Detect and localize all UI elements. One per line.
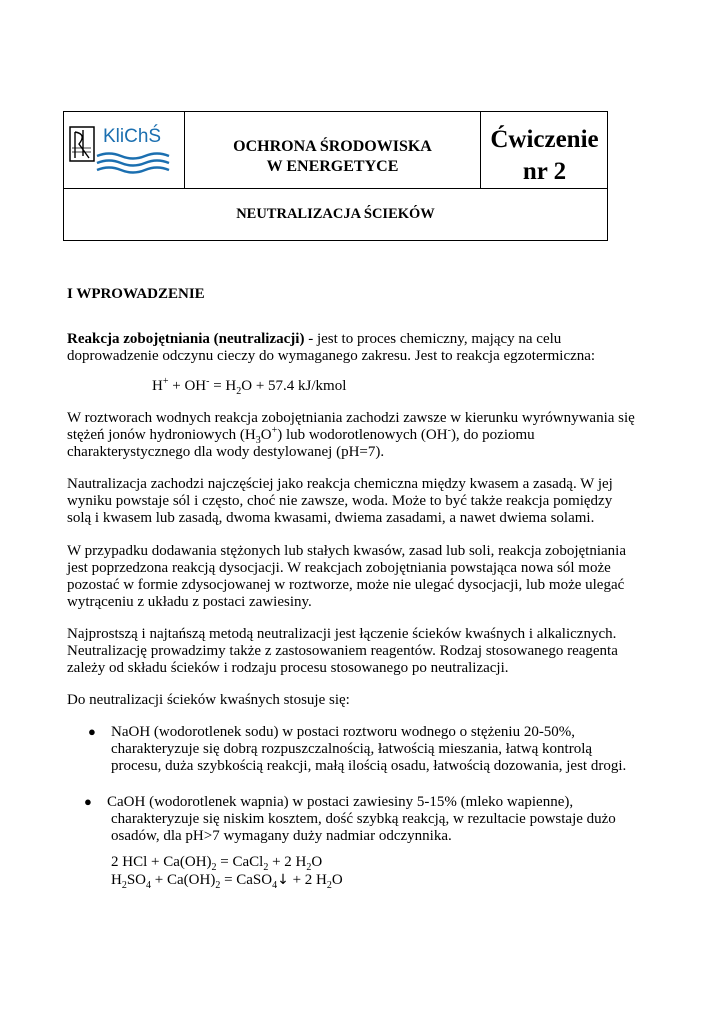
precipitate-arrow-icon: ↓ xyxy=(277,872,289,888)
paragraph-5-line-3: zależy od składu ścieków i rodzaju procesu stosowanego po neutralizacji. xyxy=(67,660,509,676)
equation-1: $H^+ + OH^- = H_2O + 57.4$ kJ/kmol xyxy=(152,376,347,397)
exercise-number: nr 2 xyxy=(522,158,567,185)
definition-term: Reakcja zobojętniania (neutralizacji) xyxy=(67,331,305,347)
header-top-row xyxy=(64,112,607,189)
bullet-2-line-3: osadów, dla pH>7 wymagany duży nadmiar odczynnika. xyxy=(111,828,452,844)
equation-3: $H_2SO_4 + Ca(OH)_2$ = CaSO$_4$↓ + 2 $H_2O$ xyxy=(111,872,343,891)
definition-rest: - jest to proces chemiczny, mający na celu xyxy=(304,331,562,347)
paragraph-6: Do neutralizacji ścieków kwaśnych stosuje się: xyxy=(67,692,350,708)
paragraph-4-line-3: pozostać w formie zdysocjowanej w roztworze, może nie ulegać dysocjacji, lub może ulegać xyxy=(67,577,625,593)
klichs-logo xyxy=(69,126,179,176)
paragraph-2-line-1: W roztworach wodnych reakcja zobojętniania zachodzi zawsze w kierunku wyrównywania się xyxy=(67,410,635,426)
paragraph-1-line-2: doprowadzenie odczynu cieczy do wymaganego zakresu. Jest to reakcja egzotermiczna: xyxy=(67,348,596,364)
paragraph-4-line-2: jest poprzedzona reakcją dysocjacji. W reakcjach zobojętniania powstająca nowa sól może xyxy=(67,560,611,576)
bullet-2-line-1: CaOH (wodorotlenek wapnia) w postaci zawiesiny 5-15% (mleko wapienne), xyxy=(107,794,574,810)
paragraph-4-line-1: W przypadku dodawania stężonych lub stałych kwasów, zasad lub soli, reakcja zobojętniania xyxy=(67,543,626,559)
exercise-label: Ćwiczenie xyxy=(490,126,599,153)
course-title-line1: OCHRONA ŚRODOWISKA xyxy=(233,138,432,155)
title-cell xyxy=(185,112,481,188)
course-title-line2: W ENERGETYCE xyxy=(266,158,399,175)
bullet-1-line-2: charakteryzuje się dobrą rozpuszczalnością, łatwością mieszania, łatwą kontrolą xyxy=(111,741,593,757)
paragraph-3-line-1: Nautralizacja zachodzi najczęściej jako reakcja chemiczna między kwasem a zasadą. W jej xyxy=(67,476,613,492)
bullet-icon: ● xyxy=(84,794,92,809)
paragraph-2-line-3: charakterystycznego dla wody destylowanej (pH=7). xyxy=(67,444,385,460)
section-heading: I WPROWADZENIE xyxy=(67,286,205,302)
logo-cell xyxy=(64,112,185,188)
bullet-1-line-1: NaOH (wodorotlenek sodu) w postaci roztworu wodnego o stężeniu 20-50%, xyxy=(111,724,576,740)
equation-2: 2 HCl + $Ca(OH)_2$ = CaCl$_2$ + 2 $H_2O$ xyxy=(111,854,323,873)
paragraph-2-line-2: stężeń jonów hydroniowych $(H_3O^+)$ lub wodorotlenowych (OH-), do poziomu xyxy=(67,425,535,446)
exercise-subtitle: NEUTRALIZACJA ŚCIEKÓW xyxy=(236,206,435,222)
logo-text: KliChŚ xyxy=(103,126,162,147)
paragraph-5-line-2: Neutralizację prowadzimy także z zastosowaniem reagentów. Rodzaj stosowanego reagenta xyxy=(67,643,618,659)
paragraph-5-line-1: Najprostszą i najtańszą metodą neutralizacji jest łączenie ścieków kwaśnych i alkalicznych. xyxy=(67,626,617,642)
paragraph-3-line-3: solą i kwasem lub zasadą, dwoma kwasami, dwiema zasadami, a nawet dwiema solami. xyxy=(67,510,595,526)
exercise-cell xyxy=(481,112,608,188)
bullet-icon: ● xyxy=(88,724,96,739)
paragraph-1-line-1 xyxy=(67,331,667,348)
paragraph-3-line-2: wyniku powstaje sól i często, choć nie zawsze, woda. Może to być także reakcja pomiędzy xyxy=(67,493,613,509)
paragraph-4-line-4: wytrąceniu z układu z postaci zawiesiny. xyxy=(67,594,312,610)
bullet-1-line-3: procesu, duża szybkością reakcji, małą ilością osadu, łatwością dozowania, jest drogi. xyxy=(111,758,627,774)
bullet-2-line-2: charakteryzuje się niskim kosztem, dość szybką reakcją, w rezultacie powstaje dużo xyxy=(111,811,616,827)
header-table xyxy=(63,111,608,241)
